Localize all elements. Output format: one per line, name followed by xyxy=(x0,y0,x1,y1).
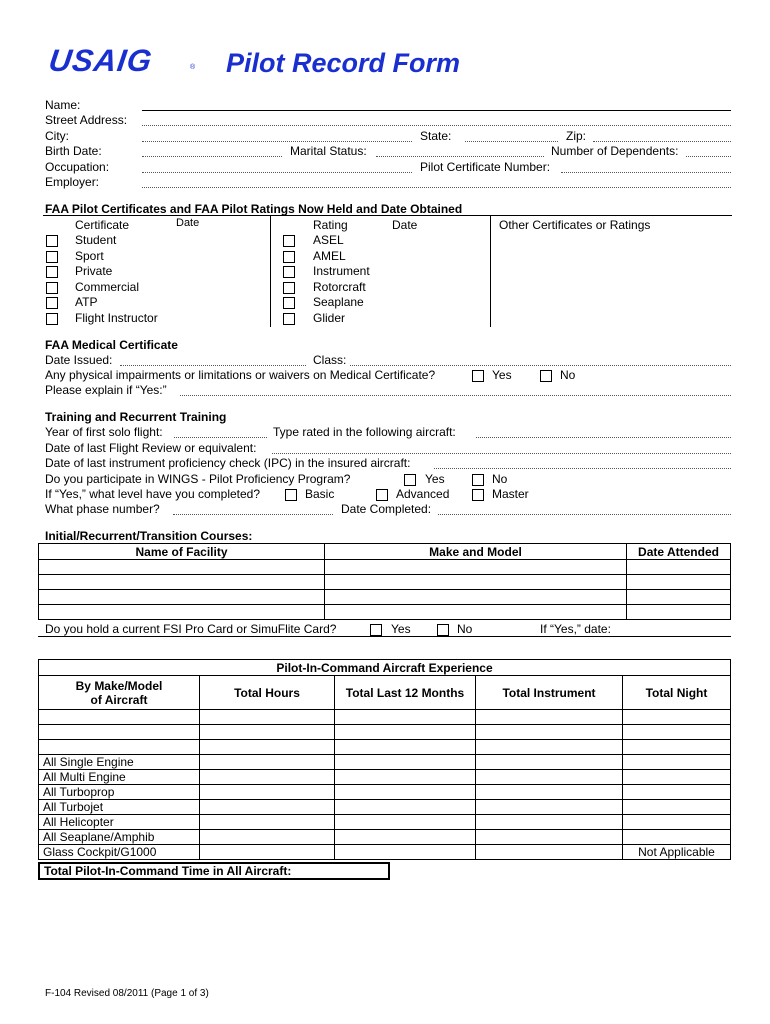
table-row xyxy=(39,785,731,800)
instrument-cell[interactable] xyxy=(476,815,623,830)
impairments-yes-label: Yes xyxy=(492,368,512,382)
hours-cell[interactable] xyxy=(200,815,335,830)
date-cell[interactable] xyxy=(627,575,731,590)
pic-heading: Pilot-In-Command Aircraft Experience xyxy=(39,660,731,676)
birth-label: Birth Date: xyxy=(45,144,102,158)
night-cell[interactable] xyxy=(623,785,731,800)
cert-sport-label: Sport xyxy=(75,249,104,263)
ipc-field[interactable] xyxy=(434,468,731,469)
wings-yes-checkbox[interactable] xyxy=(404,474,416,486)
table-row xyxy=(39,605,731,620)
wings-yes-label: Yes xyxy=(425,472,445,486)
impairments-no-checkbox[interactable] xyxy=(540,370,552,382)
cert-private-checkbox[interactable] xyxy=(46,266,58,278)
night-cell[interactable] xyxy=(623,755,731,770)
row-label: All Seaplane/Amphib xyxy=(39,830,200,845)
faa-divider-2 xyxy=(490,216,491,327)
months-cell[interactable] xyxy=(335,830,476,845)
instrument-cell[interactable] xyxy=(476,845,623,860)
row-label: All Single Engine xyxy=(39,755,200,770)
fsi-yes-label: Yes xyxy=(391,622,411,636)
rating-glider-checkbox[interactable] xyxy=(283,313,295,325)
instrument-cell[interactable] xyxy=(476,740,623,755)
months-cell[interactable] xyxy=(335,755,476,770)
table-row xyxy=(39,560,731,575)
night-cell[interactable] xyxy=(623,815,731,830)
wings-no-checkbox[interactable] xyxy=(472,474,484,486)
instrument-cell[interactable] xyxy=(476,830,623,845)
months-cell[interactable] xyxy=(335,845,476,860)
hours-cell[interactable] xyxy=(200,800,335,815)
rating-instrument-checkbox[interactable] xyxy=(283,266,295,278)
instrument-cell[interactable] xyxy=(476,800,623,815)
date-cell[interactable] xyxy=(627,605,731,620)
months-cell[interactable] xyxy=(335,785,476,800)
date-issued-label: Date Issued: xyxy=(45,353,113,367)
state-label: State: xyxy=(420,129,452,143)
marital-field[interactable] xyxy=(376,156,544,157)
hours-cell[interactable] xyxy=(200,785,335,800)
fsi-no-checkbox[interactable] xyxy=(437,624,449,636)
table-row xyxy=(39,830,731,845)
rating-seaplane-label: Seaplane xyxy=(313,295,364,309)
table-row xyxy=(39,740,731,755)
make-cell[interactable] xyxy=(325,590,627,605)
table-row xyxy=(39,590,731,605)
class-label: Class: xyxy=(313,353,347,367)
night-cell[interactable] xyxy=(623,800,731,815)
rating-amel-label: AMEL xyxy=(313,249,346,263)
cert-student-label: Student xyxy=(75,233,117,247)
col-make-model-line2: of Aircraft xyxy=(90,692,148,707)
name-label: Name: xyxy=(45,98,81,112)
fsi-question: Do you hold a current FSI Pro Card or SimuFlite Card? xyxy=(45,622,337,636)
type-rated-field[interactable] xyxy=(476,437,731,438)
date-completed-field[interactable] xyxy=(438,514,731,515)
facility-cell[interactable] xyxy=(39,560,325,575)
page-title: Pilot Record Form xyxy=(226,48,461,78)
total-pic-time-label[interactable]: Total Pilot-In-Command Time in All Aircraft: xyxy=(38,862,390,880)
cert-commercial-label: Commercial xyxy=(75,280,140,294)
level-master-label: Master xyxy=(492,487,529,501)
facility-cell[interactable] xyxy=(39,605,325,620)
night-cell[interactable] xyxy=(623,770,731,785)
fsi-date-label: If “Yes,” date: xyxy=(540,622,611,636)
occupation-field[interactable] xyxy=(142,172,412,173)
dependents-label: Number of Dependents: xyxy=(551,144,679,158)
table-row xyxy=(39,815,731,830)
flight-review-label: Date of last Flight Review or equivalent: xyxy=(45,441,257,455)
instrument-cell[interactable] xyxy=(476,710,623,725)
months-cell[interactable] xyxy=(335,740,476,755)
table-row xyxy=(39,710,731,725)
state-field[interactable] xyxy=(465,141,558,142)
instrument-cell[interactable] xyxy=(476,755,623,770)
row-label: All Turbojet xyxy=(39,800,200,815)
instrument-cell[interactable] xyxy=(476,725,623,740)
faa-divider-1 xyxy=(270,216,271,327)
wings-no-label: No xyxy=(492,472,508,486)
birth-field[interactable] xyxy=(142,156,282,157)
zip-field[interactable] xyxy=(593,141,731,142)
level-master-checkbox[interactable] xyxy=(472,489,484,501)
make-cell[interactable] xyxy=(325,605,627,620)
table-row xyxy=(39,755,731,770)
col-make-model-header xyxy=(39,676,200,710)
table-row xyxy=(39,575,731,590)
explain-field[interactable] xyxy=(180,395,731,396)
explain-label: Please explain if “Yes:” xyxy=(45,383,167,397)
col-total-hours-header: Total Hours xyxy=(200,676,335,710)
cert-number-label: Pilot Certificate Number: xyxy=(420,160,551,174)
registered-mark: ® xyxy=(190,64,196,71)
months-cell[interactable] xyxy=(335,800,476,815)
night-cell[interactable] xyxy=(623,725,731,740)
street-label: Street Address: xyxy=(45,113,128,127)
name-field[interactable] xyxy=(142,110,731,111)
marital-label: Marital Status: xyxy=(290,144,367,158)
wings-label: Do you participate in WINGS - Pilot Proficiency Program? xyxy=(45,472,351,486)
phase-label: What phase number? xyxy=(45,502,160,516)
rating-glider-label: Glider xyxy=(313,311,346,325)
impairments-label: Any physical impairments or limitations or waivers on Medical Certificate? xyxy=(45,368,436,382)
cert-commercial-checkbox[interactable] xyxy=(46,282,58,294)
impairments-yes-checkbox[interactable] xyxy=(472,370,484,382)
cert-flight-instructor-label: Flight Instructor xyxy=(75,311,158,325)
aircraft-cell[interactable] xyxy=(39,710,200,725)
months-cell[interactable] xyxy=(335,725,476,740)
cert-private-label: Private xyxy=(75,264,113,278)
col-date-header: Date Attended xyxy=(627,544,731,560)
date-col-header: Date xyxy=(176,217,200,229)
facility-cell[interactable] xyxy=(39,575,325,590)
usaig-logo: USAIG xyxy=(46,43,155,78)
ipc-label: Date of last instrument proficiency check (IPC) in the insured aircraft: xyxy=(45,456,411,470)
months-cell[interactable] xyxy=(335,815,476,830)
class-field[interactable] xyxy=(350,365,731,366)
impairments-no-label: No xyxy=(560,368,576,382)
rating-asel-label: ASEL xyxy=(313,233,344,247)
table-row xyxy=(39,845,731,860)
aircraft-cell[interactable] xyxy=(39,725,200,740)
level-basic-label: Basic xyxy=(305,487,335,501)
cert-number-field[interactable] xyxy=(561,172,731,173)
courses-heading: Initial/Recurrent/Transition Courses: xyxy=(45,529,253,543)
employer-field[interactable] xyxy=(142,187,731,188)
faa-heading: FAA Pilot Certificates and FAA Pilot Ratings Now Held and Date Obtained xyxy=(45,202,463,216)
hours-cell[interactable] xyxy=(200,725,335,740)
cert-col-header: Certificate xyxy=(75,218,130,232)
dependents-field[interactable] xyxy=(686,156,731,157)
months-cell[interactable] xyxy=(335,710,476,725)
col-make-model-line1: By Make/Model xyxy=(75,678,163,693)
wings-level-label: If “Yes,” what level have you completed? xyxy=(45,487,261,501)
cert-atp-label: ATP xyxy=(75,295,98,309)
rating-amel-checkbox[interactable] xyxy=(283,251,295,263)
date-issued-field[interactable] xyxy=(120,365,306,366)
first-solo-field[interactable] xyxy=(174,437,267,438)
rating-asel-checkbox[interactable] xyxy=(283,235,295,247)
fsi-rule xyxy=(38,636,731,637)
training-heading: Training and Recurrent Training xyxy=(45,410,227,424)
row-label: Glass Cockpit/G1000 xyxy=(39,845,200,860)
cert-sport-checkbox[interactable] xyxy=(46,251,58,263)
courses-table xyxy=(38,543,731,620)
night-cell[interactable] xyxy=(623,740,731,755)
table-row xyxy=(39,770,731,785)
hours-cell[interactable] xyxy=(200,830,335,845)
type-rated-label: Type rated in the following aircraft: xyxy=(273,425,456,439)
rating-date-col-header: Date xyxy=(392,218,418,232)
row-label: All Turboprop xyxy=(39,785,200,800)
other-col-header: Other Certificates or Ratings xyxy=(499,218,651,232)
level-advanced-label: Advanced xyxy=(396,487,450,501)
hours-cell[interactable] xyxy=(200,845,335,860)
fsi-no-label: No xyxy=(457,622,473,636)
form-footer: F-104 Revised 08/2011 (Page 1 of 3) xyxy=(45,988,209,999)
table-row xyxy=(39,800,731,815)
instrument-cell[interactable] xyxy=(476,770,623,785)
make-cell[interactable] xyxy=(325,575,627,590)
phase-field[interactable] xyxy=(173,514,333,515)
medical-heading: FAA Medical Certificate xyxy=(45,338,178,352)
cert-atp-checkbox[interactable] xyxy=(46,297,58,309)
col-instrument-header: Total Instrument xyxy=(476,676,623,710)
row-label: All Helicopter xyxy=(39,815,200,830)
rating-instrument-label: Instrument xyxy=(313,264,370,278)
table-row xyxy=(39,725,731,740)
street-field[interactable] xyxy=(142,125,731,126)
hours-cell[interactable] xyxy=(200,710,335,725)
date-cell[interactable] xyxy=(627,590,731,605)
rating-seaplane-checkbox[interactable] xyxy=(283,297,295,309)
months-cell[interactable] xyxy=(335,770,476,785)
night-cell[interactable] xyxy=(623,830,731,845)
col-make-header: Make and Model xyxy=(325,544,627,560)
date-cell[interactable] xyxy=(627,560,731,575)
rating-rotorcraft-checkbox[interactable] xyxy=(283,282,295,294)
zip-label: Zip: xyxy=(566,129,587,143)
fsi-yes-checkbox[interactable] xyxy=(370,624,382,636)
cert-student-checkbox[interactable] xyxy=(46,235,58,247)
row-label: All Multi Engine xyxy=(39,770,200,785)
rating-col-header: Rating xyxy=(313,218,348,232)
flight-review-field[interactable] xyxy=(272,453,731,454)
date-completed-label: Date Completed: xyxy=(341,502,432,516)
level-advanced-checkbox[interactable] xyxy=(376,489,388,501)
cert-flight-instructor-checkbox[interactable] xyxy=(46,313,58,325)
first-solo-label: Year of first solo flight: xyxy=(45,425,163,439)
city-field[interactable] xyxy=(142,141,412,142)
hours-cell[interactable] xyxy=(200,755,335,770)
occupation-label: Occupation: xyxy=(45,160,110,174)
city-label: City: xyxy=(45,129,69,143)
hours-cell[interactable] xyxy=(200,740,335,755)
level-basic-checkbox[interactable] xyxy=(285,489,297,501)
not-applicable-cell: Not Applicable xyxy=(623,845,731,860)
col-12-months-header: Total Last 12 Months xyxy=(335,676,476,710)
pic-table xyxy=(38,659,731,860)
make-cell[interactable] xyxy=(325,560,627,575)
aircraft-cell[interactable] xyxy=(39,740,200,755)
rating-rotorcraft-label: Rotorcraft xyxy=(313,280,366,294)
col-facility-header: Name of Facility xyxy=(39,544,325,560)
faa-top-rule xyxy=(43,215,732,216)
employer-label: Employer: xyxy=(45,175,100,189)
instrument-cell[interactable] xyxy=(476,785,623,800)
night-cell[interactable] xyxy=(623,710,731,725)
facility-cell[interactable] xyxy=(39,590,325,605)
col-night-header: Total Night xyxy=(623,676,731,710)
hours-cell[interactable] xyxy=(200,770,335,785)
